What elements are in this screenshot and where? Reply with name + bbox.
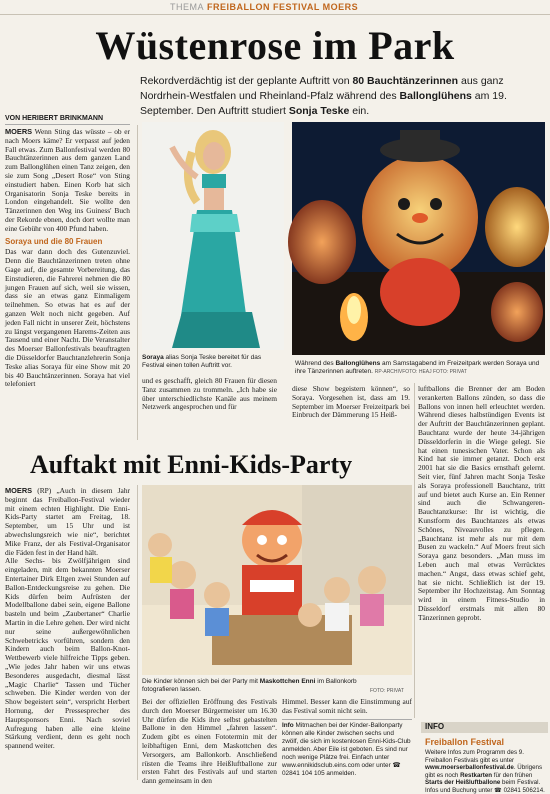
dancer-caption: [142, 354, 284, 370]
lead-text: ein.: [349, 105, 370, 117]
kids-article-column-3: [282, 698, 412, 780]
lead-paragraph: [140, 74, 540, 119]
body-text: (RP) „Auch in diesem Jahr beginnt das Freiballon-Festival wieder mit einem echten Highlight. Die Enni-Kids-Party startet am Freitag, 18. September, um 15 Uhr und ist abwechslungsreich wie nie“, berichtet Mike Franz, der als Festival-Organisator die Fäden fest in der Hand hält.: [5, 486, 130, 557]
caption-text: im Ballonkorb fotografieren lassen.: [142, 678, 357, 693]
info-bold: Starts der Heißluftballone: [425, 779, 501, 786]
info-text: Mitmachen bei der Kinder-Ballonparty können alle Kinder zwischen sechs und zwölf, die sich im kostenlosen Enni-Kids-Club anmelden. Aber Eile ist geboten. Es sind nur noch wenige Plätze frei. Einfach unter www.ennikidsclub.eins.com oder unter ☎ 02841 104 105 anmelden.: [282, 721, 411, 777]
lead-bold: Ballonglühens: [399, 90, 472, 102]
kids-caption: [142, 678, 367, 694]
caption-bold: Soraya: [142, 354, 164, 361]
lead-bold: 80 Bauchtänzerinnen: [352, 75, 459, 87]
caption-text: alias Sonja Teske bereitet für das Festival einen tollen Auftritt vor.: [142, 354, 262, 369]
column-rule: [137, 485, 138, 780]
body-text: Alle Sechs- bis Zwölfjährigen sind eingeladen, mit dem bekannten Moerser Entertainer Dirk Eltgen zwei Stunden auf Ballon-Entdeckungsreise zu gehen. Die Kids dürfen beim Aufrüsten der Modellballone dabei sein, eigene Ballone basteln und beim „Zaubertaner“ Charlie Martin in die Lehre gehen. Der wird nicht nur seine außergewöhnlichen Schwebetricks vorführen, sondern den Kindern auch beim Ballon-Knot-Wettbewerb viele hilfreiche Tipps geben. „Wie jedes Jahr haben wir uns etwas Besonderes ausgedacht, diesmal lässt „Magic Charlie“ Tassen und Tücher schweben. Die Kinder werden von der Show begeistert sein“, verspricht Herbert Hornung, der Pressesprecher des Hauptsponsors Enni. Nach soviel Aufregung haben alle eine kleine Stärkung verdient, denn es geht noch spannend weiter.: [5, 556, 130, 751]
main-headline: Wüstenrose im Park: [95, 23, 455, 68]
section-kicker: [170, 2, 358, 12]
info-text: Weitere Infos zum Programm des 9. Freiballon Festivals gibt es unter: [425, 749, 524, 764]
info-box-text: [425, 749, 545, 794]
lead-text: Rekordverdächtig ist der geplante Auftritt von: [140, 75, 353, 87]
second-headline: Auftakt mit Enni-Kids-Party: [30, 450, 353, 479]
lead-text: aus ganz Nordrhein-Westfalen und Rheinland-Pfalz während des: [140, 75, 504, 102]
info-text: beim Festival. Infos und Buchung unter ☎ 02841 506214.: [425, 779, 545, 794]
article-column-1: [5, 128, 130, 438]
dancer-photo: [142, 122, 284, 350]
kids-article-column-1: [5, 487, 130, 779]
kicker-thema: THEMA: [170, 2, 204, 12]
article-column-4: luftballons die Brenner der am Boden verankerten Ballons zünden, so dass die Ballons von innen hell erleuchtet werden. Während dieses halbstündigen Events ist der Auftritt der Bauchtänzerinnen geplant. Bauchtanz wurde der heute 34-jährigen Düsseldorferin in die Wiege gelegt. Sie hat einen tunesischen Vater. Schon als Kind hat sie immer getanzt. Doch erst 2001 hat sie die Basics ernsthaft gelernt. Seit vier, fünf Jahren macht Sonja Teske als Soraya professionell Bauchtanz, tritt auf und bietet auch Kurse an. Ein Renner sind auch die Schwangeren-Bauchtanzkurse: Ihr ist wichtig, die Kunstform des Bauchtanzes als etwas Schönes, Niveauvolles zu pflegen. „Bauchtanz ist mehr als nur mit dem Busen zu wackeln.“ Auf Moers freut sich Soraya ganz besonders. „Man muss im Leben auch mal etwas Verrücktes machen.“ Angst, dass etwas schief geht, hat sie nicht. Schließlich ist der 19. September ihr Hochzeitstag. Am Sonntag wird in einem Fitness-Studio in Düsseldorf erstmals mit allen 80 Tänzerinnen geprobt.: [418, 384, 545, 622]
info-note: [282, 719, 412, 778]
photo-credit: RP-ARCHIVFOTO: HEAJ FOTO: PRIVAT: [374, 369, 467, 375]
info-label: Info: [282, 721, 294, 729]
body-text: Himmel. Besser kann die Einstimmung auf das Festival somit nicht sein.: [282, 697, 412, 715]
column-rule: [137, 125, 138, 440]
caption-bold: Ballonglühens: [335, 360, 381, 367]
info-box-title: Freiballon Festival: [425, 737, 505, 747]
balloon-glow-photo: [292, 122, 545, 355]
info-bold: Restkarten: [460, 771, 493, 779]
dateline: MOERS: [5, 486, 33, 495]
balloon-caption: [295, 360, 545, 376]
caption-text: Die Kinder können sich bei der Party mit: [142, 678, 260, 685]
kicker-section: FREIBALLON FESTIVAL MOERS: [207, 2, 359, 12]
kids-article-column-2: Bei der offiziellen Eröffnung des Festivals durch den Moerser Bürgermeister um 16.30 Uhr dürfen die Kids ihre selbst gebastelten Ballone in den Himmel „fahren lassen“. Zudem gibt es einen Fototermin mit der leibhaftigen Enni, dem Maskottchen des Versorgers, am Ballonkorb. Anschließend rüsten die Teams ihre Heißluftballone zur ersten Fahrt des Festivals auf und starten dann gemeinsam in den: [142, 697, 277, 786]
dateline: MOERS: [5, 127, 33, 136]
caption-bold: Maskottchen Enni: [259, 678, 316, 685]
body-text: Wenn Sting das wüsste – ob er nach Moers käme? Er verpasst auf jeden Fall etwas. Zum Ballonfestival werden 80 Bauchtänzerinnen aus dem ganzen Land zum Ballonglühen einen Tanz zeigen, den sie zum Song „Desert Rose“ von Sting einstudiert haben. Einen Korb hat sich Organisatorin Sonja Teske bereits in London eingehandelt. Sie wollte den Tänzerinnen den Weg ins Guiness' Buch der Rekorde ebnen, doch dort wollte man eine Gebühr von 400 Pfund haben.: [5, 127, 130, 233]
byline: VON HERIBERT BRINKMANN: [5, 115, 130, 125]
info-text: für den frühen: [492, 771, 533, 779]
column-rule: [414, 383, 415, 718]
kids-party-photo: [142, 485, 412, 675]
lead-text: am 19. September. Den Auftritt studiert: [140, 90, 507, 117]
article-column-3: diese Show begeistern können“, so Soraya. Vorgesehen ist, dass am 19. September im Moerser Freizeitpark bei Einbruch der Dämmerung 15 Heiß-: [292, 384, 410, 420]
caption-text: am Samstagabend im Freizeitpark werden Soraya und ihre Tänzerinnen auftreten.: [295, 360, 540, 375]
info-box-tag: INFO: [421, 722, 548, 733]
body-text: Das war dann doch des Gutenzuviel. Denn die Bauchtänzerinnen treten ohne Gage auf, die gesamte Vorbereitung, das Einstudieren, die Fahrerei nehmen die 80 jungen Frauen auf sich, weil sie wissen, dass sie an etwas ganz Einmaligem teilnehmen. So etwas hat es auf der ganzen Welt noch nicht gegeben. Auf jeden Fall nicht in unserer Zeit, höchstens zu längst vergangenen Harems-Zeiten aus Tausend und einer Nacht. Die Veranstalter des Moerser Ballonfestivals beauftragten die Düsseldorfer Bauchtanzlehrerin Sonja Teske alias Soraya für eine Show mit 20 bis 40 Bauchtänzerinnen. Soraya hat viel telefoniert: [5, 247, 130, 389]
article-column-2: und es geschafft, gleich 80 Frauen für diesen Tanz zusammen zu trommeln. „Ich habe sie über unterschiedlichste Kanäle aus meinem Netzwerk angesprochen und für: [142, 376, 277, 412]
info-link[interactable]: www.moerserballonfestival.de: [425, 764, 514, 771]
caption-text: Während des: [295, 360, 336, 367]
subheadline: Soraya und die 80 Frauen: [5, 236, 103, 246]
photo-credit: FOTO: PRIVAT: [370, 688, 404, 694]
info-text: . Übrigens gibt es noch: [425, 764, 543, 779]
lead-bold: Sonja Teske: [288, 105, 350, 117]
